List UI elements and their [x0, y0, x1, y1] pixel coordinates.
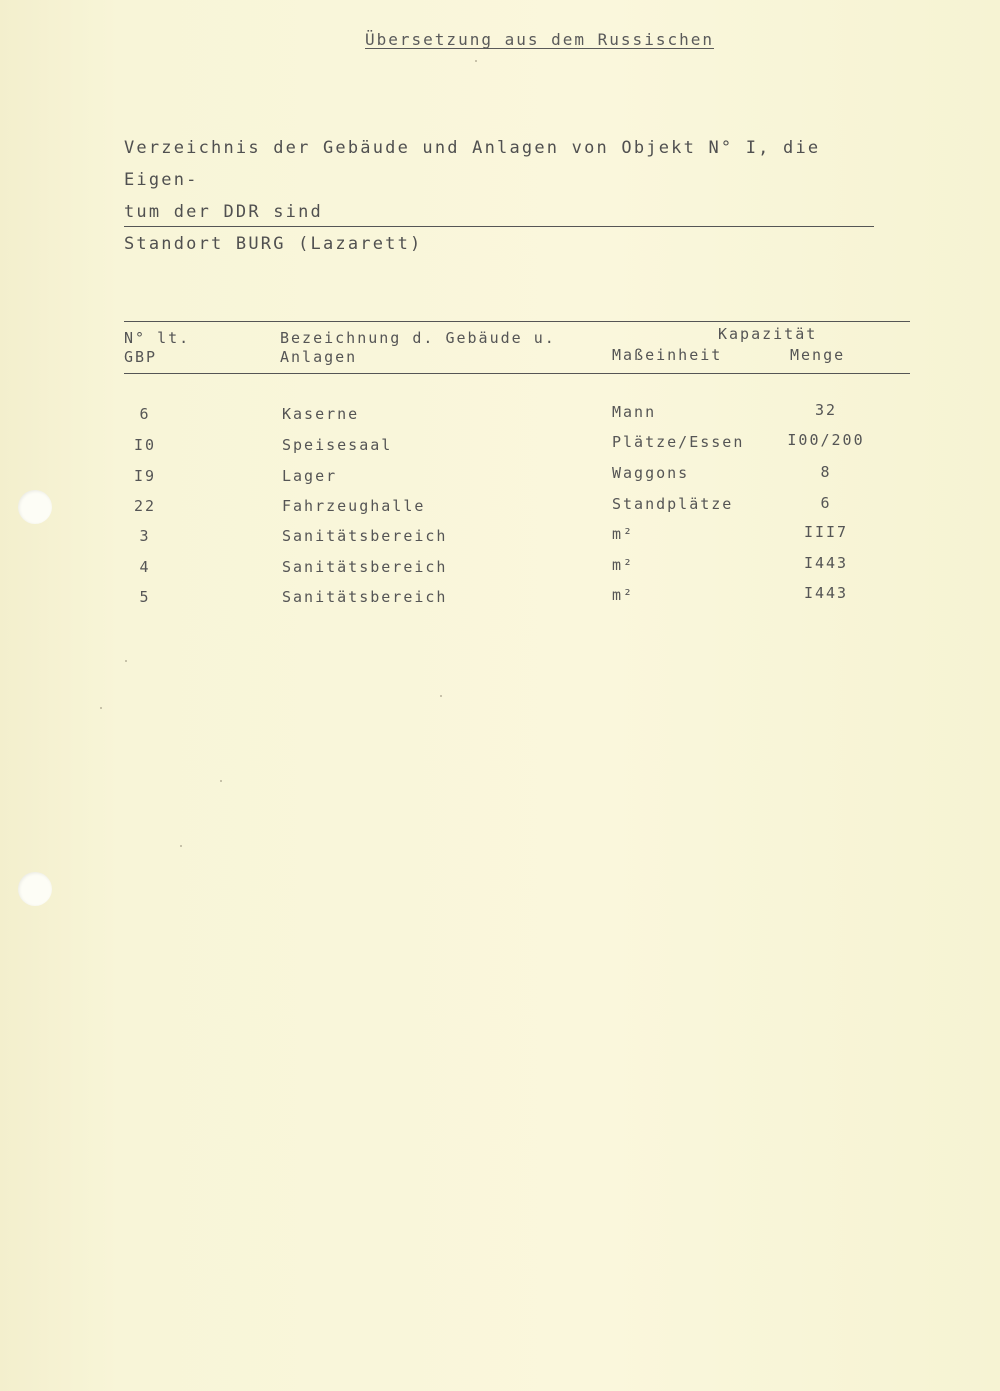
row-quantity: III7 — [803, 523, 849, 541]
header-capacity: Kapazität — [718, 325, 818, 343]
row-nr: 6 — [139, 405, 151, 423]
row-nr: 3 — [139, 527, 151, 545]
punch-hole-bottom — [18, 872, 52, 906]
row-name: Fahrzeughalle — [282, 497, 426, 515]
row-nr: I0 — [133, 436, 157, 454]
row-quantity: 6 — [820, 494, 832, 512]
table-header-rule — [124, 373, 910, 374]
header-nr-line1: N° lt. — [124, 329, 191, 347]
row-quantity: I00/200 — [787, 431, 865, 449]
row-name: Lager — [282, 467, 338, 485]
punch-hole-top — [18, 490, 52, 524]
paper-speck — [440, 695, 442, 697]
row-nr: 22 — [133, 497, 157, 515]
row-unit: Mann — [612, 403, 657, 421]
title-line-1: Verzeichnis der Gebäude und Anlagen von Objekt N° I, die Eigen- — [124, 138, 821, 190]
header-unit: Maßeinheit — [612, 346, 723, 364]
row-unit: m² — [612, 586, 635, 604]
row-unit: Standplätze — [612, 495, 734, 513]
row-unit: Waggons — [612, 464, 690, 482]
header-nr-line2: GBP — [124, 348, 158, 366]
row-unit: Plätze/Essen — [612, 433, 745, 451]
paper-speck — [100, 707, 102, 709]
row-unit: m² — [612, 525, 635, 543]
title-separator — [124, 226, 874, 227]
row-nr: 5 — [139, 588, 151, 606]
document-title — [124, 132, 884, 260]
row-name: Sanitätsbereich — [282, 527, 448, 545]
header-name-line2: Anlagen — [280, 348, 358, 366]
row-unit: m² — [612, 556, 635, 574]
paper-speck — [125, 660, 127, 662]
row-quantity: I443 — [803, 554, 849, 572]
row-nr: I9 — [133, 467, 157, 485]
paper-speck — [475, 60, 477, 62]
row-name: Speisesaal — [282, 436, 393, 454]
row-quantity: I443 — [803, 584, 849, 602]
paper-speck — [180, 845, 182, 847]
translation-note: Übersetzung aus dem Russischen — [365, 30, 714, 49]
row-name: Kaserne — [282, 405, 360, 423]
header-name-line1: Bezeichnung d. Gebäude u. — [280, 329, 556, 347]
header-quantity: Menge — [790, 346, 846, 364]
row-quantity: 8 — [820, 463, 832, 481]
row-nr: 4 — [139, 558, 151, 576]
paper-speck — [220, 780, 222, 782]
title-line-3: Standort BURG (Lazarett) — [124, 234, 423, 254]
row-quantity: 32 — [814, 401, 838, 419]
row-name: Sanitätsbereich — [282, 588, 448, 606]
title-line-2: tum der DDR sind — [124, 202, 323, 222]
row-name: Sanitätsbereich — [282, 558, 448, 576]
table-top-rule — [124, 321, 910, 322]
